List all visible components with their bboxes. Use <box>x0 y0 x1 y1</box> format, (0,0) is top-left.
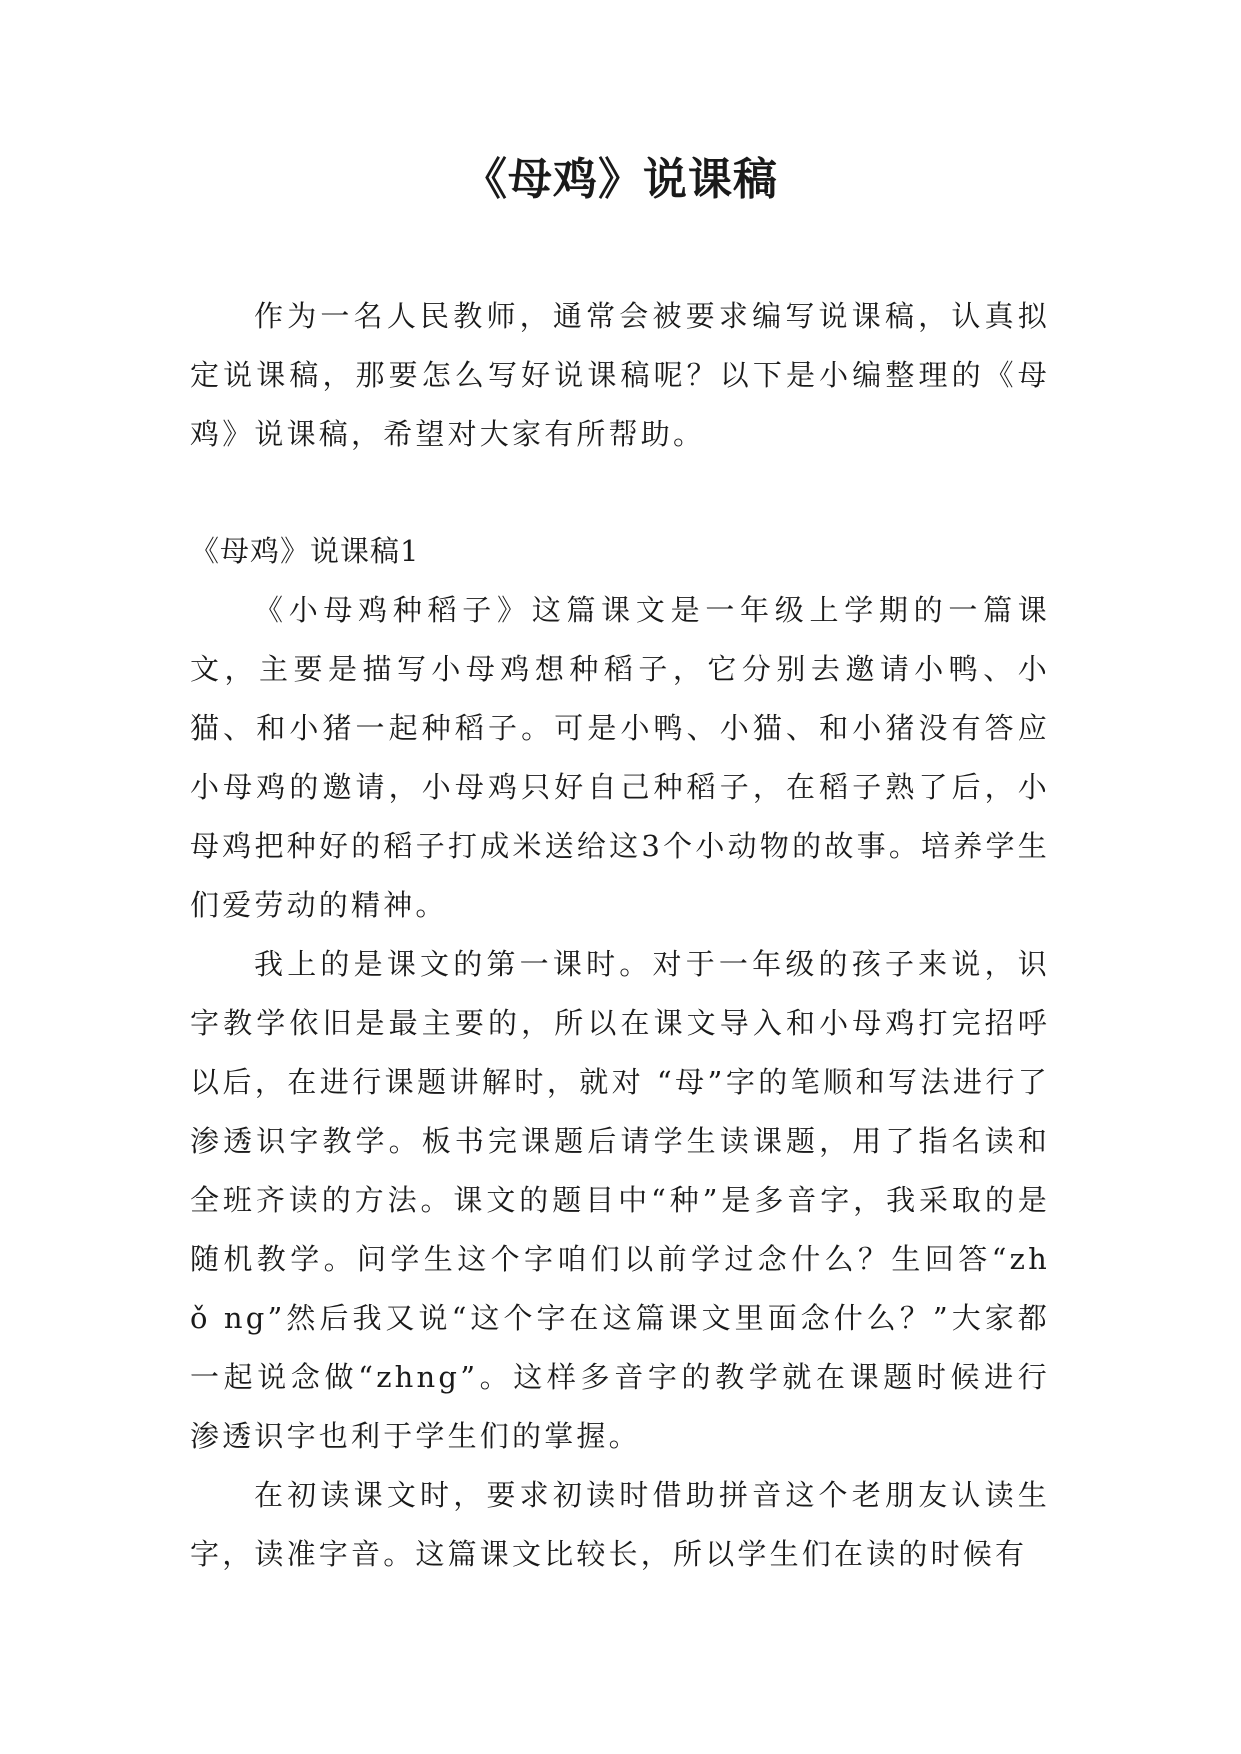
section-heading: 《母鸡》说课稿1 <box>190 534 420 568</box>
intro-section <box>190 287 1050 464</box>
section-1 <box>190 522 1050 1584</box>
body-paragraph: 《小母鸡种稻子》这篇课文是一年级上学期的一篇课文，主要是描写小母鸡想种稻子，它分别去邀请小鸭、小猫、和小猪一起种稻子。可是小鸭、小猫、和小猪没有答应小母鸡的邀请，小母鸡只好自己种稻子，在稻子熟了后，小母鸡把种好的稻子打成米送给这3个小动物的故事。培养学生们爱劳动的精神。 <box>190 593 1050 922</box>
intro-paragraph: 作为一名人民教师，通常会被要求编写说课稿，认真拟定说课稿，那要怎么写好说课稿呢？以下是小编整理的《母鸡》说课稿，希望对大家有所帮助。 <box>190 299 1050 451</box>
body-paragraph: 在初读课文时，要求初读时借助拼音这个老朋友认读生字，读准字音。这篇课文比较长，所以学生们在读的时候有 <box>190 1478 1050 1571</box>
document-title: 《母鸡》说课稿 <box>463 154 778 205</box>
body-paragraph: 我上的是课文的第一课时。对于一年级的孩子来说，识字教学依旧是最主要的，所以在课文导入和小母鸡打完招呼以后，在进行课题讲解时，就对 “母”字的笔顺和写法进行了渗透识字教学。板书完课题后请学生读课题，用了指名读和全班齐读的方法。课文的题目中“种”是多音字，我采取的是随机教学。问学生这个字咱们以前学过念什么？生回答“zh ǒ ng”然后我又说“这个字在这篇课文里面念什么？”大家都一起说念做“zhng”。这样多音字的教学就在课题时候进行渗透识字也利于学生们的掌握。 <box>190 947 1050 1453</box>
